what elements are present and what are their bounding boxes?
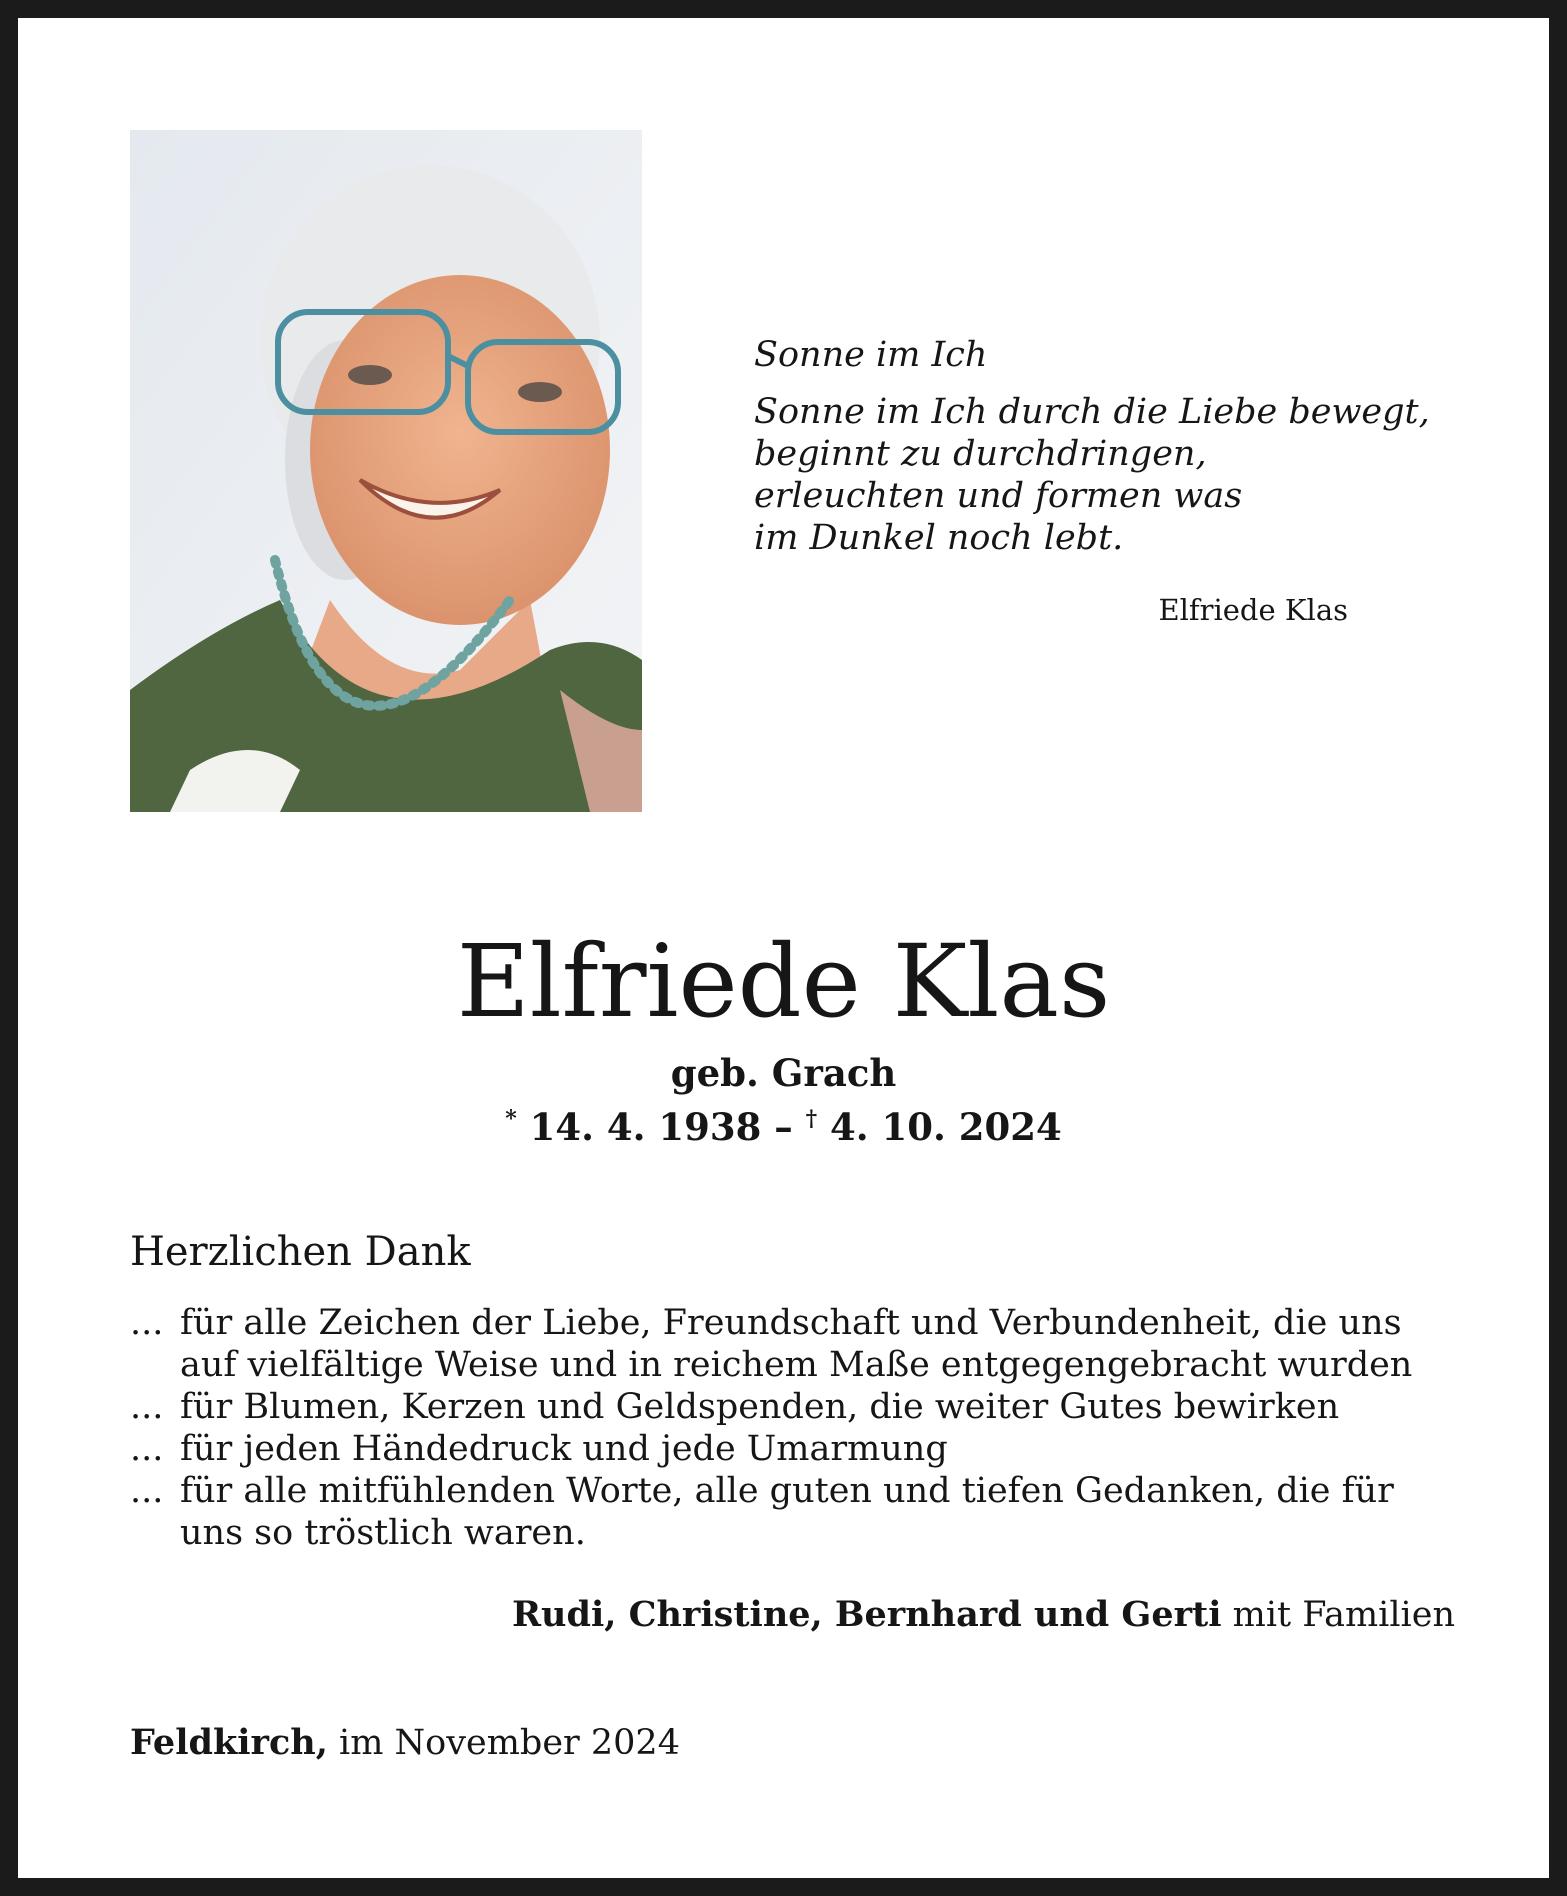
poem-author: Elfriede Klas (1158, 593, 1348, 627)
ellipsis-bullet: ... (130, 1303, 164, 1343)
ellipsis-bullet: ... (130, 1387, 164, 1427)
poem-line: Sonne im Ich durch die Liebe bewegt, (754, 392, 1430, 432)
portrait-photo (130, 130, 642, 812)
death-date: 4. 10. 2024 (830, 1105, 1062, 1149)
signer-names: Rudi, Christine, Bernhard und Gerti (511, 1594, 1222, 1635)
deceased-name: Elfriede Klas (456, 923, 1111, 1040)
date-separator: – (761, 1105, 806, 1149)
signer-suffix: mit Familien (1221, 1595, 1455, 1635)
life-dates (18, 1096, 1549, 1150)
thanks-item-text: für alle mitfühlenden Worte, alle guten und tiefen Gedanken, die für uns so tröstlich waren. (180, 1471, 1394, 1553)
death-symbol: † (805, 1106, 818, 1132)
poem (754, 333, 1430, 559)
obituary-card (18, 18, 1549, 1878)
thanks-list (130, 1302, 1460, 1554)
poem-line: im Dunkel noch lebt. (754, 518, 1124, 558)
portrait-image (130, 130, 642, 812)
poem-title: Sonne im Ich (754, 335, 988, 375)
thanks-item-text: für alle Zeichen der Liebe, Freundschaft und Verbundenheit, die uns auf vielfältige Weise und in reichem Maße entgegengebracht wurden (180, 1303, 1413, 1385)
poem-line: erleuchten und formen was (754, 476, 1243, 516)
thanks-item (130, 1386, 1460, 1428)
place: Feldkirch, (130, 1722, 328, 1763)
thanks-heading: Herzlichen Dank (130, 1229, 471, 1275)
birth-symbol: * (505, 1106, 517, 1132)
thanks-item (130, 1470, 1460, 1554)
place-date (130, 1721, 680, 1765)
thanks-item (130, 1428, 1460, 1470)
poem-line: beginnt zu durchdringen, (754, 434, 1207, 474)
thanks-item-text: für jeden Händedruck und jede Umarmung (180, 1429, 948, 1469)
signers (130, 1593, 1455, 1637)
thanks-item-text: für Blumen, Kerzen und Geldspenden, die weiter Gutes bewirken (180, 1387, 1340, 1427)
birth-date: 14. 4. 1938 (529, 1105, 762, 1149)
ellipsis-bullet: ... (130, 1429, 164, 1469)
thanks-item (130, 1302, 1460, 1386)
ellipsis-bullet: ... (130, 1471, 164, 1511)
closing-date: im November 2024 (327, 1723, 680, 1763)
maiden-name: geb. Grach (670, 1051, 897, 1095)
